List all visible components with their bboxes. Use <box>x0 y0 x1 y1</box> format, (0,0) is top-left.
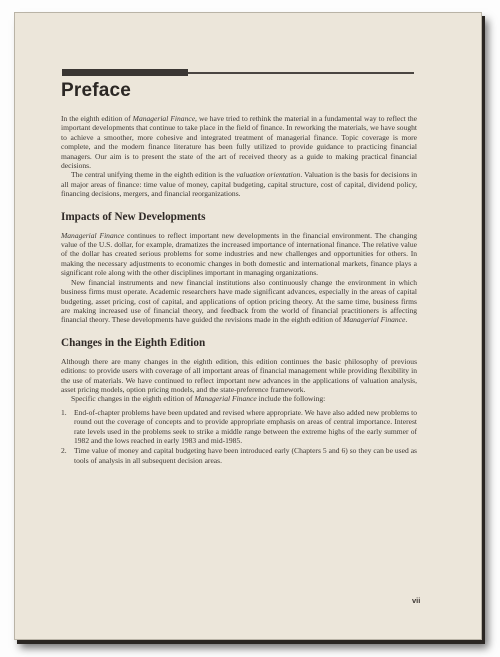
changes-paragraph-1: Although there are many changes in the eighth edition, this edition continues the basic philosophy of previous editions: to provide users with coverage of all important areas of financial management while providing flexibility in the use of materials. We have continued to reflect important new advances in the applications of valuation analysis, asset pricing models, option pricing models, and the state-preference framework. <box>61 356 417 394</box>
changes-list <box>61 408 417 465</box>
impacts-paragraph-2: New financial instruments and new financial institutions also continuously change the environment in which business firms must operate. Academic researchers have made significant advances, especially in the areas of capital budgeting, asset pricing, cost of capital, and applications of option pricing theory. At the same time, business firms are making increased use of financial theory, and feedback from the world of financial practitioners is affecting financial theory. These developments have guided the revisions made in the eighth edition of Managerial Finance. <box>61 277 417 325</box>
body-text <box>61 114 417 466</box>
page-title: Preface <box>61 80 132 101</box>
list-item-text: End-of-chapter problems have been updated and revised where appropriate. We have also added new problems to round out the coverage of concepts and to provide appropriate emphasis on areas of central importance. Interest rate levels used in the problems seek to strike a middle range between the extreme highs of the early summer of 1982 and the lows reached in early 1983 and mid-1985. <box>74 407 417 445</box>
intro-paragraph-1: In the eighth edition of Managerial Finance, we have tried to rethink the material in a fundamental way to reflect the important developments that continue to take place in the field of finance. In reworking the materials, we have sought to achieve a smoother, more cohesive and integrated treatment of managerial finance. Topic coverage is more complete, and the modern finance literature has been fully utilized to provide guidance to practicing financial managers. Our aim is to present the state of the art of received theory as a guide to making practical financial decisions. <box>61 114 417 171</box>
impacts-paragraph-1: Managerial Finance continues to reflect important new developments in the financial environment. The changing value of the U.S. dollar, for example, dramatizes the increased importance of international finance. The relative value of the dollar has created serious problems for some industries and new challenges and opportunities for others. In making the necessary adjustments to economic changes in both domestic and international markets, finance plays a significant role along with the other disciplines important in managing organizations. <box>61 230 417 278</box>
list-item <box>61 446 417 465</box>
intro-paragraph-2: The central unifying theme in the eighth edition is the valuation orientation. Valuation is the basis for decisions in all major areas of finance: time value of money, capital budgeting, capital structure, cost of capital, dividend policy, financing decisions, mergers, and financial reorganizations. <box>61 170 418 199</box>
list-item-number: 1. <box>61 407 67 417</box>
title-rule-thin <box>188 72 414 74</box>
list-item-text: Time value of money and capital budgeting have been introduced early (Chapters 5 and 6) so they can be used as tools of analysis in all subsequent decision areas. <box>74 446 417 465</box>
list-item <box>61 408 417 446</box>
list-item-number: 2. <box>61 446 67 456</box>
changes-paragraph-2: Specific changes in the eighth edition of Managerial Finance include the following: <box>71 394 326 404</box>
section-heading-impacts: Impacts of New Developments <box>61 210 206 223</box>
title-rule-thick <box>62 69 188 76</box>
section-heading-changes: Changes in the Eighth Edition <box>61 336 206 349</box>
page-number: vii <box>412 596 421 605</box>
